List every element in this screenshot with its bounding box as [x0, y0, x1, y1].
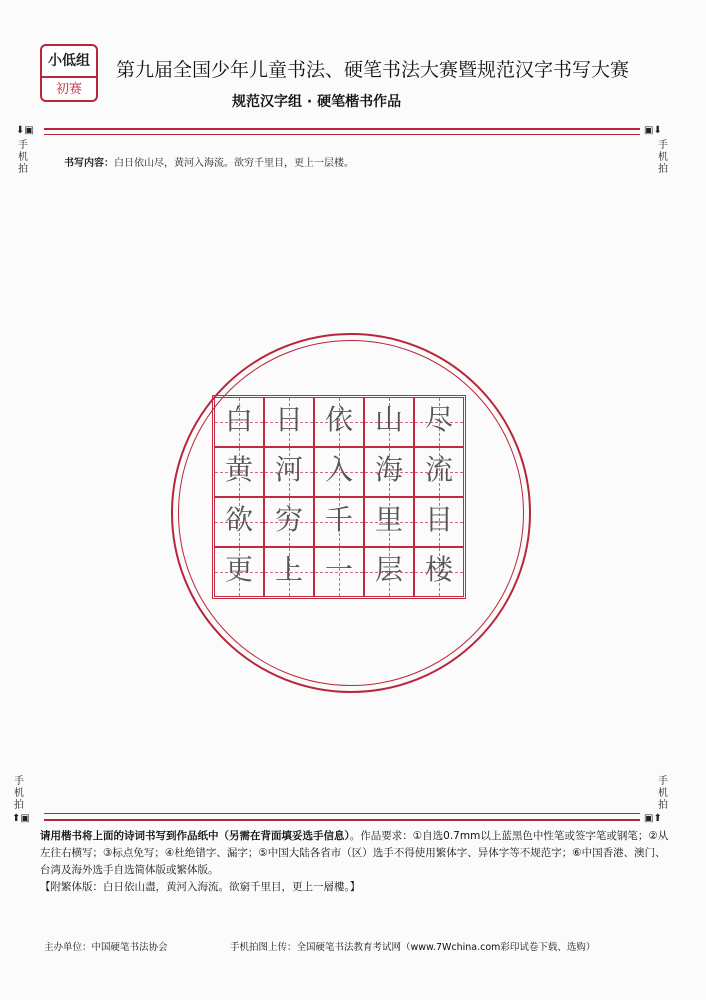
grid-cell — [364, 447, 414, 497]
page-subtitle: 规范汉字组 · 硬笔楷书作品 — [232, 94, 402, 110]
grid-character: 楼 — [424, 553, 453, 586]
grid-character: 目 — [424, 503, 453, 536]
grid-cell — [414, 547, 464, 597]
grid-cell — [264, 497, 314, 547]
writing-content — [64, 154, 354, 169]
grid-character: 黄 — [224, 453, 253, 486]
bottom-rule-thick — [44, 819, 640, 821]
grid-character: 河 — [274, 453, 303, 486]
requirements-text: 。作品要求：①自选0.7mm以上蓝黑色中性笔或签字笔或钢笔；②从左往右横写；③标点免写；④杜绝错字、漏字；⑤中国大陆各省市（区）选手不得使用繁体字、异体字等不规范字；⑥中国香港、澳门、台湾及海外选手自选简体版或繁体版。 — [40, 830, 669, 876]
grid-cell — [264, 447, 314, 497]
grid-cell — [214, 397, 264, 447]
grid-cell — [214, 547, 264, 597]
grid-character: 日 — [274, 403, 303, 436]
grid-cell — [314, 447, 364, 497]
grid-character: 一 — [324, 553, 353, 586]
side-label-bottom-right: 手 机 拍 — [658, 776, 668, 811]
grid-cell — [314, 497, 364, 547]
grid-cell — [414, 497, 464, 547]
camera-icon: ▣⬇ — [644, 125, 662, 136]
grid-character: 依 — [324, 403, 353, 436]
grid-character: 千 — [324, 503, 353, 536]
writing-content-text: 白日依山尽，黄河入海流。欲穷千里目，更上一层楼。 — [114, 158, 354, 169]
requirements — [40, 828, 670, 896]
stage-label: 初赛 — [55, 82, 82, 97]
grid-cell — [314, 397, 364, 447]
grid-character: 白 — [224, 403, 253, 436]
grid-character: 欲 — [224, 503, 253, 536]
grid-cell — [364, 397, 414, 447]
writing-content-label: 书写内容： — [64, 158, 114, 169]
bottom-rule-thin — [44, 813, 640, 814]
camera-icon: ⬇▣ — [16, 125, 34, 136]
grid-cell — [414, 447, 464, 497]
grid-character: 层 — [374, 553, 403, 586]
page-title: 第九届全国少年儿童书法、硬笔书法大赛暨规范汉字书写大赛 — [116, 59, 630, 81]
side-label-bottom-left: 手 机 拍 — [14, 776, 24, 811]
grid-character: 流 — [424, 453, 453, 486]
grid-character: 入 — [324, 453, 353, 486]
grid-character: 穷 — [274, 503, 303, 536]
grid-character: 海 — [374, 453, 403, 486]
grid-cell — [314, 547, 364, 597]
organizer: 主办单位：中国硬笔书法协会 — [44, 942, 168, 953]
upload-info: 手机拍图上传：全国硬笔书法教育考试网（www.7Wchina.com彩印试卷下载、选购） — [230, 942, 596, 953]
side-label-top-left: 手 机 拍 — [18, 140, 28, 175]
grid-character: 山 — [374, 403, 403, 436]
group-badge — [40, 44, 98, 102]
top-rule-thick — [44, 128, 640, 130]
top-rule-thin — [44, 134, 640, 135]
side-label-top-right: 手 机 拍 — [658, 140, 668, 175]
grid-cell — [364, 497, 414, 547]
grid-character: 上 — [274, 553, 303, 586]
writing-grid — [214, 397, 464, 597]
grid-character: 更 — [224, 553, 253, 586]
camera-icon: ▣⬆ — [644, 813, 662, 824]
grid-character: 里 — [374, 503, 403, 536]
grid-cell — [264, 547, 314, 597]
grid-cell — [414, 397, 464, 447]
grid-cell — [214, 447, 264, 497]
requirements-lead: 请用楷书将上面的诗词书写到作品纸中（另需在背面填妥选手信息） — [40, 830, 350, 842]
traditional-version: 【附繁体版：白日依山盡，黄河入海流。欲窮千里目，更上一層樓。】 — [40, 881, 361, 893]
camera-icon: ⬆▣ — [12, 813, 30, 824]
grid-cell — [364, 547, 414, 597]
grid-cell — [264, 397, 314, 447]
grid-character: 尽 — [424, 403, 453, 436]
group-label: 小低组 — [42, 46, 96, 78]
grid-cell — [214, 497, 264, 547]
